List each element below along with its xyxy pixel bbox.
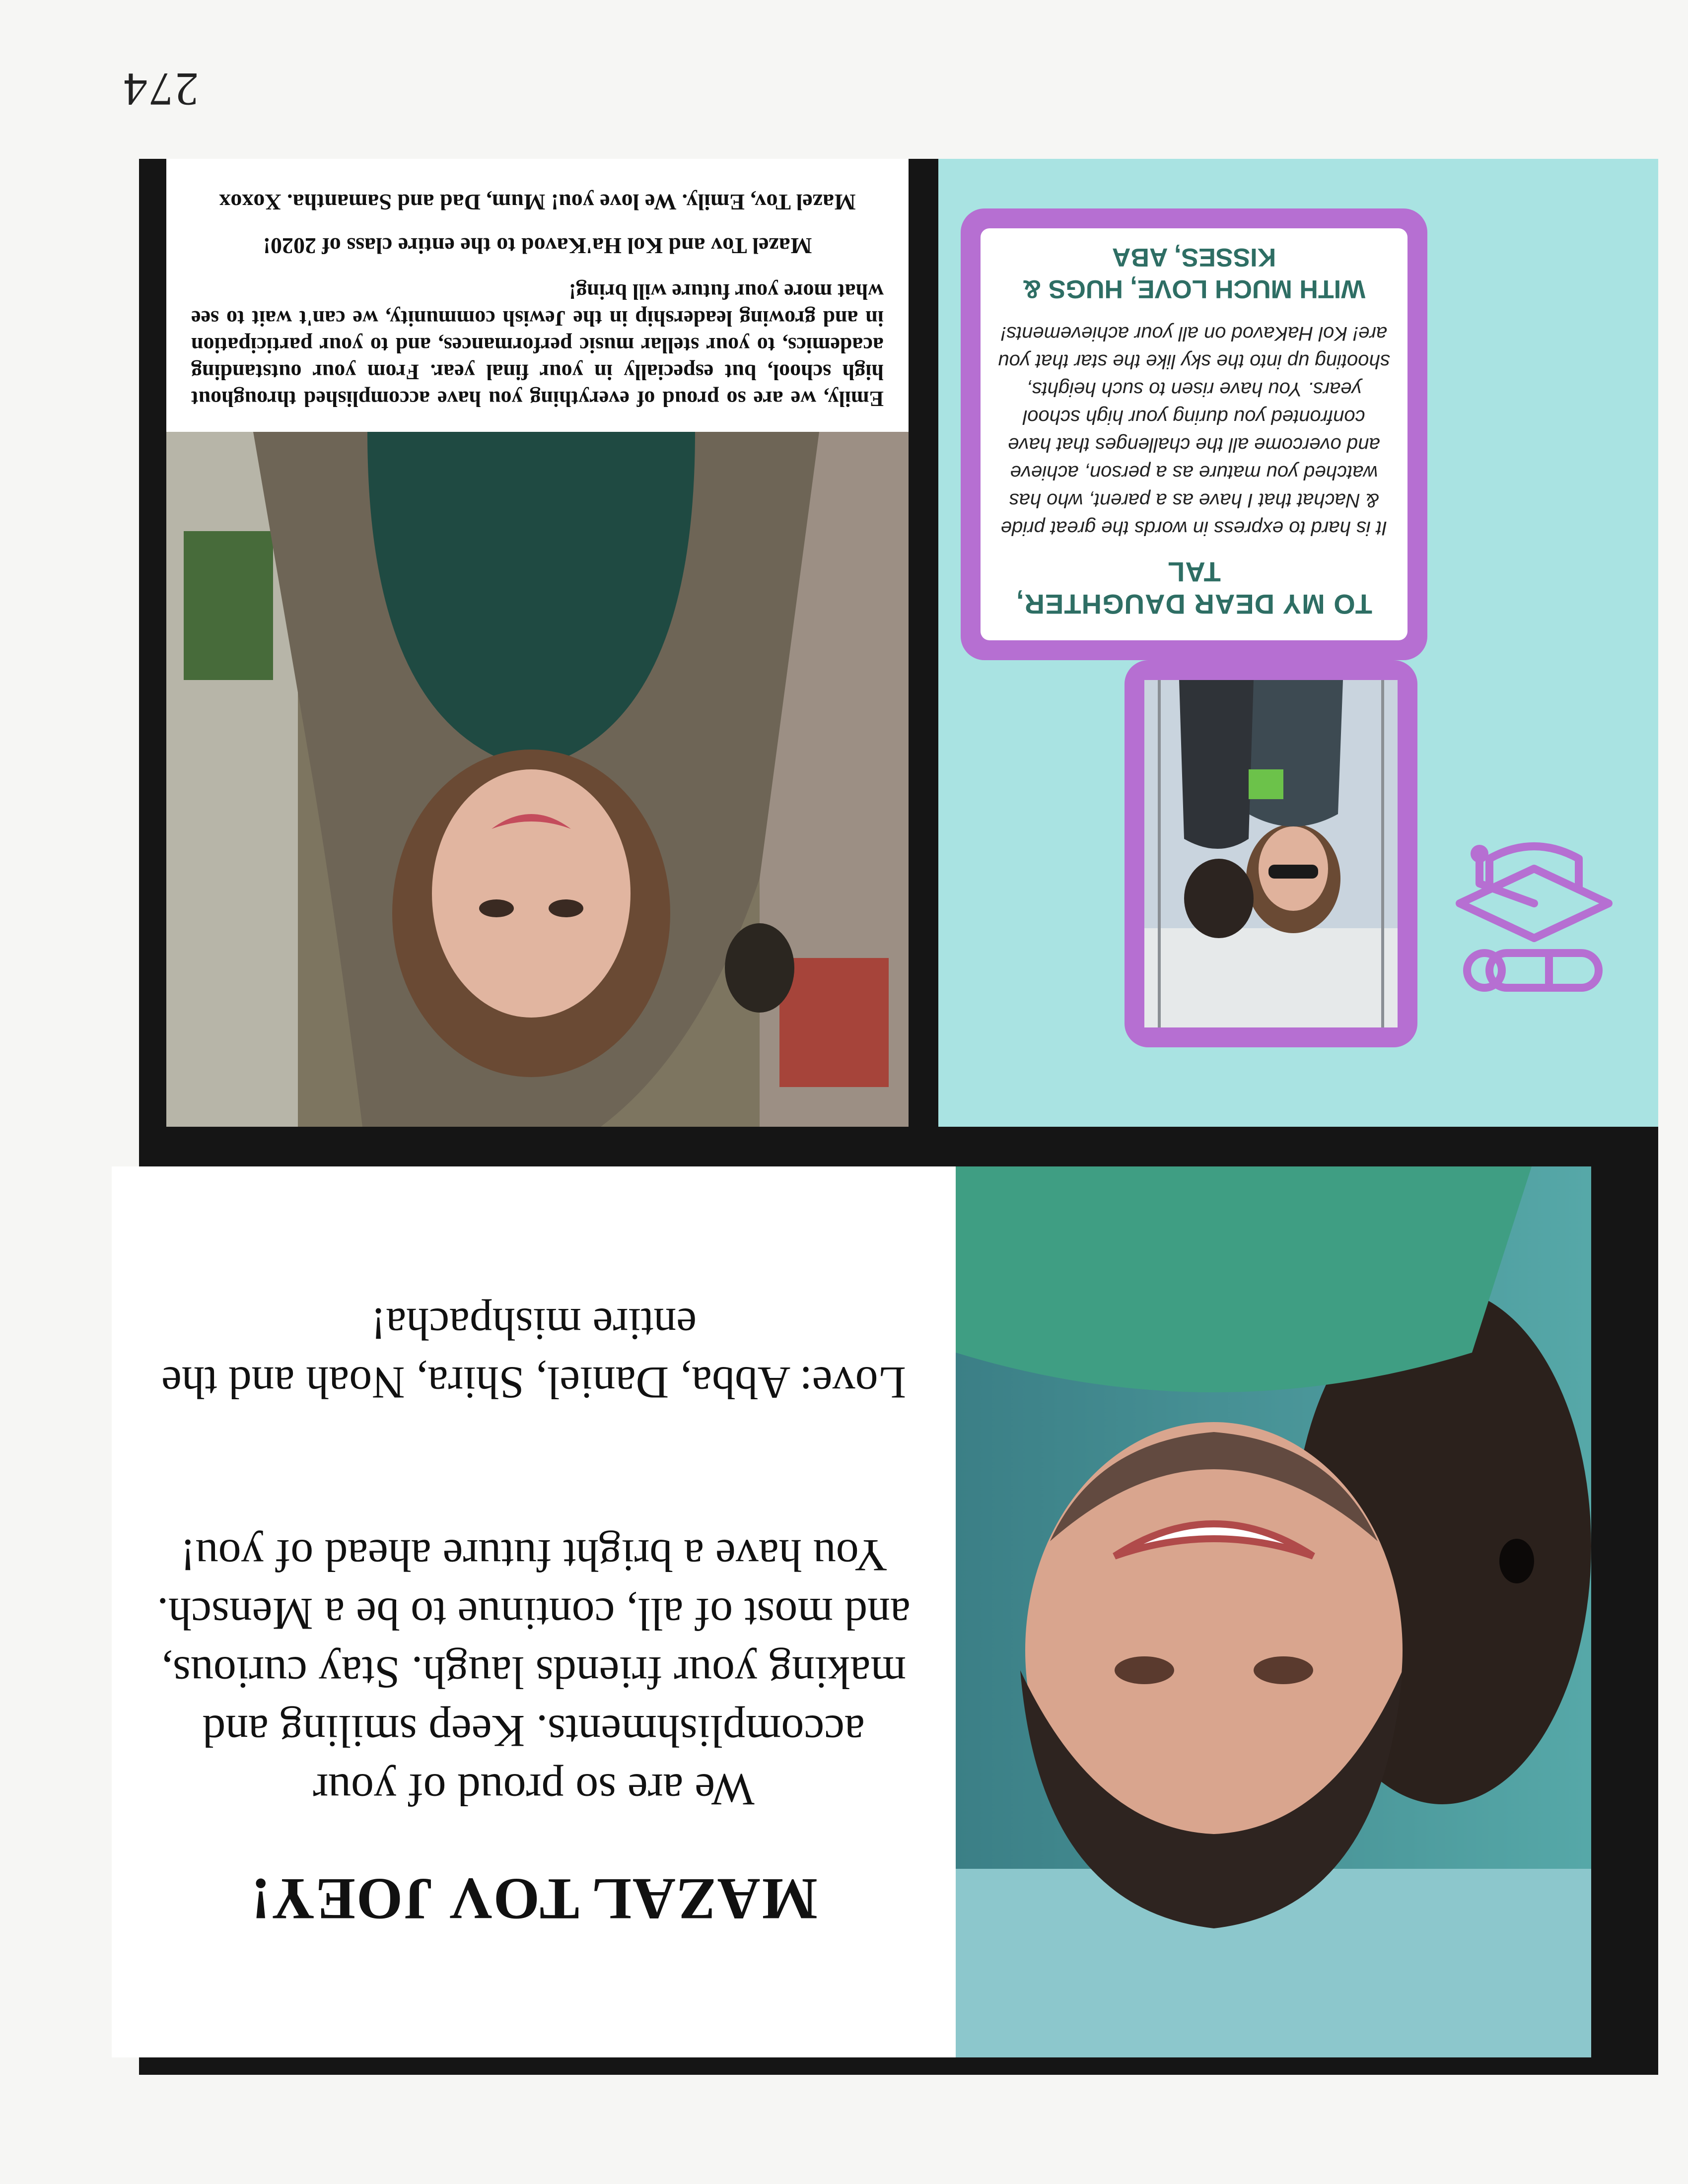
page-number: 274: [122, 63, 199, 116]
emily-ad: [166, 159, 909, 1127]
emily-class-note: Mazel Tov and Kol Ha'Kavod to the entire class of 2020!: [263, 233, 812, 259]
tal-message: It is hard to express in words the great pride & Nachat that I have as a parent, who has watched you mature as a person, achieve and overcome all the challenges that have confronted you during your high school years. You have risen to such heights, shooting up into the sky like the star that you are! Kol HaKavod on all your achievements!: [998, 323, 1390, 539]
joey-signoff: Love: Abba, Daniel, Shira, Noah and the entire mishpacha!: [161, 1299, 906, 1408]
joey-ad: [112, 1166, 1591, 2057]
tal-photo: [1144, 680, 1398, 1027]
joey-photo: [956, 1166, 1591, 2057]
joey-heading: MAZAL TOV JOEY!: [250, 1866, 818, 1932]
tal-message-card-inner: [981, 228, 1407, 640]
joey-text-panel: [112, 1166, 956, 2057]
emily-message: Emily, we are so proud of everything you have accomplished throughout high school, but especially in your final year. From your outstanding academics, to your stellar music performances, and to your participation in and growing leadership in the Jewish community, we can't wait to see what more your future will bring!: [191, 279, 884, 411]
tal-heading: TO MY DEAR DAUGHTER, TAL: [1016, 556, 1372, 620]
ad-sheet: [139, 159, 1658, 2075]
graduation-cap-and-diploma-icon: [1440, 819, 1628, 1008]
joey-message: We are so proud of your accomplishments. Keep smiling and making your friends laugh. Stay curious, and most of all, continue to be a Mensch. You have a bright future ahead of you!: [157, 1530, 911, 1815]
emily-photo: [166, 432, 909, 1127]
tal-message-card: [961, 208, 1427, 660]
emily-signoff: Mazel Tov, Emily. We love you! Mum, Dad and Samantha. Xoxox: [219, 190, 856, 215]
tal-photo-frame: [1125, 660, 1417, 1047]
tal-ad: [938, 159, 1658, 1127]
tal-signoff: WITH MUCH LOVE, HUGS & KISSES, ABA: [1022, 243, 1366, 303]
emily-text-panel: [166, 159, 909, 432]
